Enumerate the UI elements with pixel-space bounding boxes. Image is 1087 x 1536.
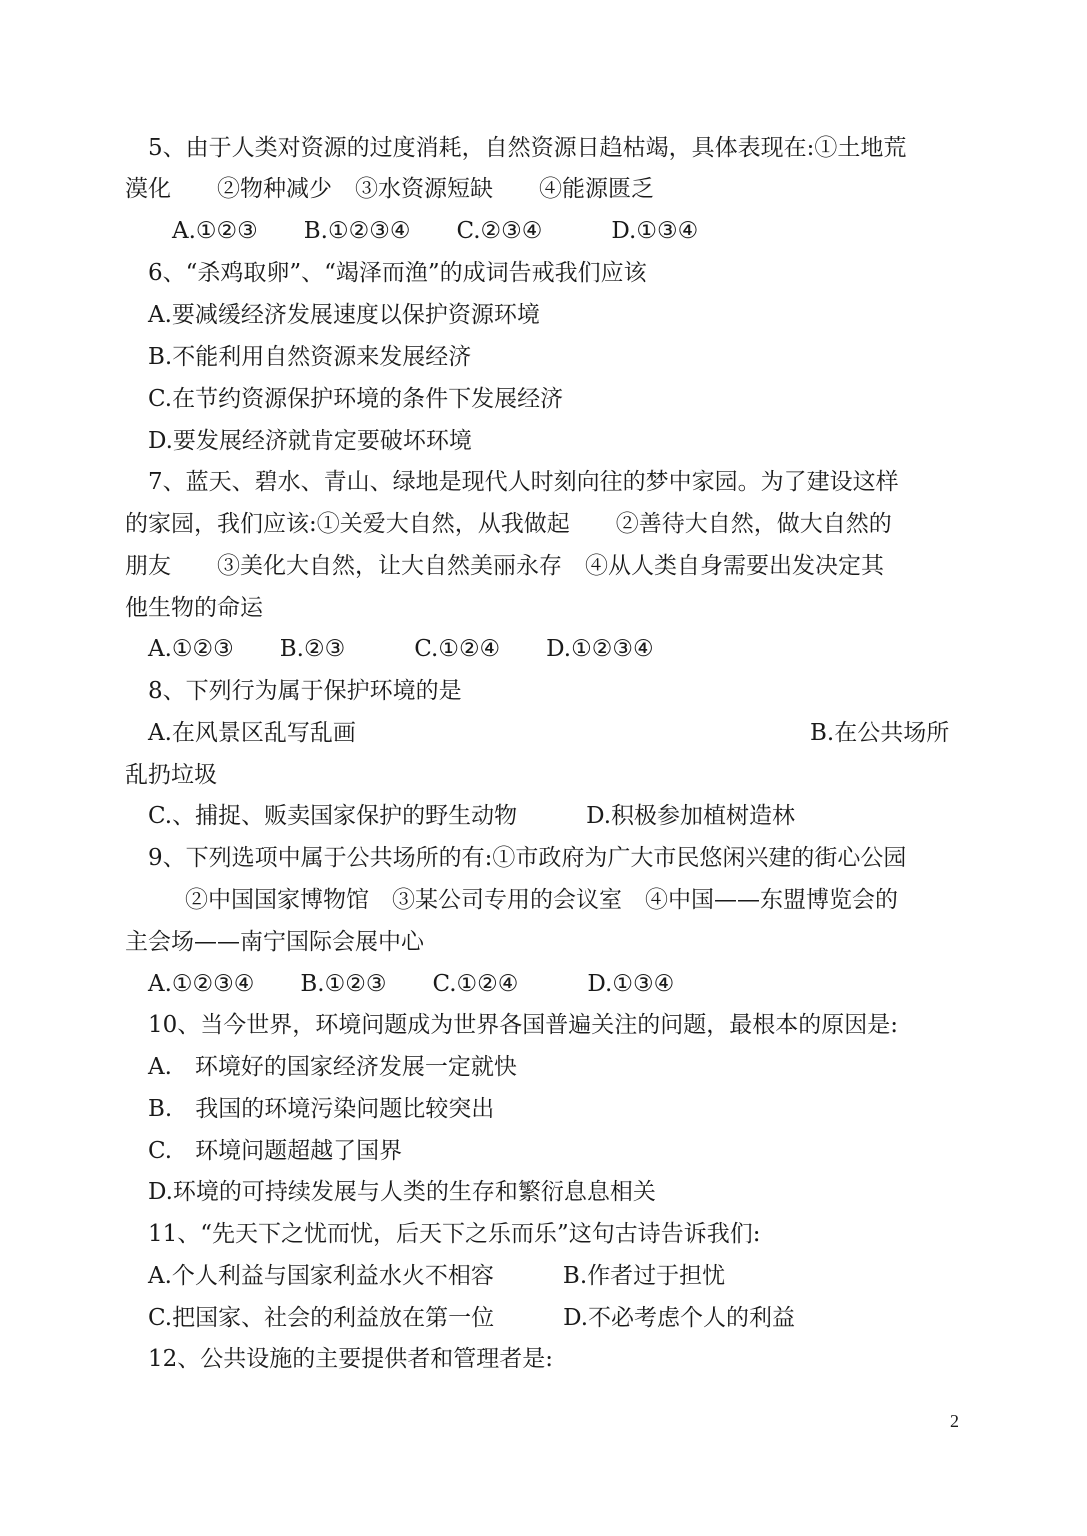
q12-stem: 12、公共设施的主要提供者和管理者是: bbox=[148, 1346, 554, 1372]
q7-stem-line1: 7、蓝天、碧水、青山、绿地是现代人时刻向往的梦中家园。为了建设这样 bbox=[148, 469, 899, 495]
q7-options: A.①②③ B.②③ C.①②④ D.①②③④ bbox=[148, 636, 654, 662]
q8-option-b-cont: 乱扔垃圾 bbox=[125, 762, 217, 788]
q10-option-b: B. 我国的环境污染问题比较突出 bbox=[148, 1096, 495, 1122]
q8-option-b: B.在公共场所 bbox=[810, 720, 950, 746]
page-number: 2 bbox=[950, 1411, 959, 1431]
q10-option-a: A. 环境好的国家经济发展一定就快 bbox=[148, 1054, 517, 1080]
q10-option-c: C. 环境问题超越了国界 bbox=[148, 1138, 403, 1164]
q5-stem-line1: 5、由于人类对资源的过度消耗，自然资源日趋枯竭，具体表现在:①土地荒 bbox=[148, 135, 907, 161]
q8-options-cd: C.、捕捉、贩卖国家保护的野生动物 D.积极参加植树造林 bbox=[148, 803, 796, 829]
q5-stem-line2: 漠化 ②物种减少 ③水资源短缺 ④能源匮乏 bbox=[125, 176, 654, 202]
q6-option-d: D.要发展经济就肯定要破坏环境 bbox=[148, 428, 472, 454]
q9-stem-line3: 主会场——南宁国际会展中心 bbox=[125, 929, 424, 955]
q8-stem: 8、下列行为属于保护环境的是 bbox=[148, 678, 462, 704]
q7-stem-line4: 他生物的命运 bbox=[125, 595, 263, 621]
q9-options: A.①②③④ B.①②③ C.①②④ D.①③④ bbox=[148, 971, 675, 997]
q6-option-c: C.在节约资源保护环境的条件下发展经济 bbox=[148, 386, 564, 412]
q11-stem: 11、“先天下之忧而忧，后天下之乐而乐”这句古诗告诉我们: bbox=[148, 1221, 761, 1247]
q10-stem: 10、当今世界，环境问题成为世界各国普遍关注的问题，最根本的原因是: bbox=[148, 1012, 899, 1038]
q10-option-d: D.环境的可持续发展与人类的生存和繁衍息息相关 bbox=[148, 1179, 656, 1205]
q8-option-a: A.在风景区乱写乱画 bbox=[148, 720, 356, 746]
q6-stem: 6、“杀鸡取卵”、“竭泽而渔”的成词告戒我们应该 bbox=[148, 260, 647, 286]
q9-stem-line1: 9、下列选项中属于公共场所的有:①市政府为广大市民悠闲兴建的街心公园 bbox=[148, 845, 907, 871]
q7-stem-line3: 朋友 ③美化大自然，让大自然美丽永存 ④从人类自身需要出发决定其 bbox=[125, 553, 884, 579]
q11-options-ab: A.个人利益与国家利益水火不相容 B.作者过于担忧 bbox=[148, 1263, 726, 1289]
q6-option-b: B.不能利用自然资源来发展经济 bbox=[148, 344, 472, 370]
q9-stem-line2: ②中国国家博物馆 ③某公司专用的会议室 ④中国——东盟博览会的 bbox=[185, 887, 898, 913]
q11-options-cd: C.把国家、社会的利益放在第一位 D.不必考虑个人的利益 bbox=[148, 1305, 796, 1331]
q6-option-a: A.要减缓经济发展速度以保护资源环境 bbox=[148, 302, 540, 328]
q7-stem-line2: 的家园，我们应该:①关爱大自然，从我做起 ②善待大自然，做大自然的 bbox=[125, 511, 892, 537]
q5-options: A.①②③ B.①②③④ C.②③④ D.①③④ bbox=[172, 218, 699, 244]
